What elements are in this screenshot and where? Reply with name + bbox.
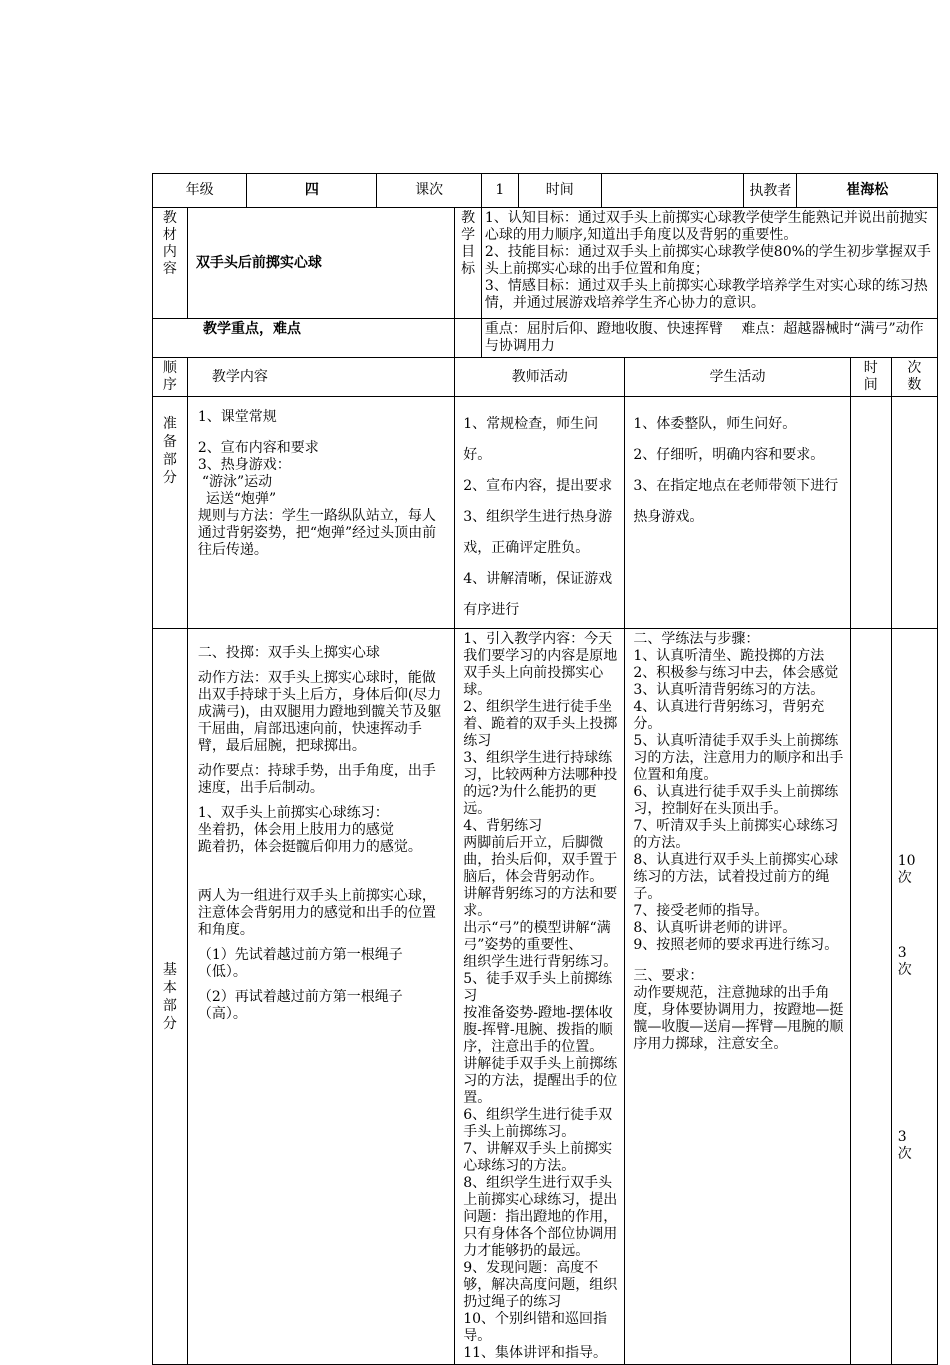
keypoints-value: 重点：屈肘后仰、蹬地收腹、快速挥臂 难点：超越器械时“满弓”动作与协调用力 bbox=[481, 319, 937, 358]
basic-count-1: 10次 bbox=[897, 853, 916, 886]
basic-content-drill-a: 坐着扔，体会用上肢用力的感觉 bbox=[197, 822, 394, 838]
prep-teacher bbox=[455, 397, 625, 629]
prep-label bbox=[153, 397, 188, 629]
basic-time bbox=[850, 629, 891, 1365]
prep-student bbox=[625, 397, 850, 629]
keypoints-spacer bbox=[455, 319, 482, 358]
basic-teacher-15: 9、发现问题：高度不够，解决高度问题，组织扔过绳子的练习 bbox=[463, 1260, 618, 1310]
basic-content-pair: 两人为一组进行双手头上前掷实心球，注意体会背躬用力的感觉和出手的位置和角度。 bbox=[197, 888, 436, 938]
prep-content-3: 3、热身游戏： bbox=[197, 457, 291, 473]
basic-teacher-7: 出示“弓”的模型讲解“满弓”姿势的重要性、 bbox=[463, 920, 611, 953]
material-value: 双手头后前掷实心球 bbox=[187, 208, 454, 319]
lesson-plan-table bbox=[152, 173, 938, 1365]
basic-teacher-16: 10、个别纠错和巡回指导。 bbox=[463, 1311, 608, 1344]
prep-student-3: 3、在指定地点在老师带领下进行热身游戏。 bbox=[633, 478, 839, 525]
goals-cell bbox=[481, 208, 937, 319]
prep-student-2: 2、仔细听，明确内容和要求。 bbox=[633, 447, 825, 463]
basic-student-requirements-title: 三、要求： bbox=[633, 968, 704, 984]
basic-content-drill-title: 1、双手头上前掷实心球练习： bbox=[197, 805, 389, 821]
basic-count-3: 3次 bbox=[897, 1129, 912, 1162]
prep-teacher-3: 3、组织学生进行热身游戏，正确评定胜负。 bbox=[463, 509, 613, 556]
prep-teacher-1: 1、常规检查，师生问好。 bbox=[463, 416, 599, 463]
basic-content-method: 动作方法：双手头上掷实心球时，能做出双手持球于头上后方，身体后仰(尽力成满弓)，由双腿用力蹬地到髋关节及躯干屈曲，肩部迅速向前，快速挥动手臂，最后屈腕，把球掷出。 bbox=[197, 670, 442, 754]
goal-label bbox=[455, 208, 482, 319]
prep-content-2: 2、宣布内容和要求 bbox=[197, 440, 319, 456]
prep-count bbox=[891, 397, 937, 629]
col-order bbox=[153, 358, 188, 397]
basic-content-title: 二、投掷：双手头上掷实心球 bbox=[197, 645, 380, 661]
basic-content-key: 动作要点：持球手势，出手角度，出手速度，出手后制动。 bbox=[197, 763, 436, 796]
basic-teacher-13: 7、讲解双手头上前掷实心球练习的方法。 bbox=[463, 1141, 613, 1174]
goal-3: 3、情感目标：通过双手头上前掷实心球教学培养学生对实心球的练习热情，并通过展游戏培养学生齐心协力的意识。 bbox=[484, 278, 928, 311]
prep-label-text: 准备部分 bbox=[162, 416, 177, 486]
col-time-text: 时间 bbox=[863, 360, 878, 393]
basic-content-step1: （1）先试着越过前方第一根绳子（低）。 bbox=[197, 947, 403, 980]
basic-teacher bbox=[455, 629, 625, 1365]
prep-student-1: 1、体委整队，师生问好。 bbox=[633, 416, 797, 432]
prep-content-6: 规则与方法：学生一路纵队站立，每人通过背躬姿势，把“炮弹”经过头顶由前往后传递。 bbox=[197, 508, 437, 558]
basic-student-3: 2、积极参与练习中去，体会感觉 bbox=[633, 665, 839, 681]
prep-time bbox=[850, 397, 891, 629]
basic-teacher-10: 按准备姿势-蹬地-摆体收腹-挥臂-甩腕、拨指的顺序，注意出手的位置。 bbox=[463, 1005, 613, 1055]
lesson-no-value: 1 bbox=[481, 174, 518, 208]
prep-content-1: 1、课堂常规 bbox=[197, 409, 277, 425]
basic-student-11: 8、认真听讲老师的讲评。 bbox=[633, 920, 797, 936]
basic-teacher-2: 2、组织学生进行徒手坐着、跪着的双手头上投掷练习 bbox=[463, 699, 618, 749]
basic-student-7: 6、认真进行徒手双手头上前掷练习，控制好在头顶出手。 bbox=[633, 784, 839, 817]
teacher-label bbox=[744, 174, 797, 208]
col-time bbox=[850, 358, 891, 397]
basic-student-6: 5、认真听清徒手双手头上前掷练习的方法，注意用力的顺序和出手位置和角度。 bbox=[633, 733, 844, 783]
col-student: 学生活动 bbox=[625, 358, 850, 397]
goal-1: 1、认知目标：通过双手头上前掷实心球教学使学生能熟记并说出前抛实心球的用力顺序,知道出手角度以及背躬的重要性。 bbox=[484, 210, 928, 243]
basic-content bbox=[187, 629, 454, 1365]
teacher-value: 崔海松 bbox=[797, 174, 938, 208]
goal-label-text: 教学目标 bbox=[461, 210, 476, 277]
basic-count bbox=[891, 629, 937, 1365]
grade-label: 年级 bbox=[153, 174, 247, 208]
basic-count-2: 3次 bbox=[897, 945, 912, 978]
material-label bbox=[153, 208, 188, 319]
basic-teacher-17: 11、集体讲评和指导。 bbox=[463, 1345, 608, 1361]
basic-teacher-11: 讲解徒手双手头上前掷练习的方法，提醒出手的位置。 bbox=[463, 1056, 618, 1106]
col-count-text: 次数 bbox=[907, 360, 922, 393]
basic-teacher-5: 两脚前后开立，后脚微曲，抬头后仰，双手置于脑后，体会背躬动作。 bbox=[463, 835, 618, 885]
col-teacher: 教师活动 bbox=[455, 358, 625, 397]
basic-content-drill-b: 跪着扔，体会挺髋后仰用力的感觉。 bbox=[197, 839, 422, 855]
goal-2: 2、技能目标：通过双手头上前掷实心球教学使80%的学生初步掌握双手头上前掷实心球的出手位置和角度； bbox=[484, 244, 931, 277]
basic-label bbox=[153, 629, 188, 1365]
basic-student bbox=[625, 629, 850, 1365]
col-content: 教学内容 bbox=[187, 358, 454, 397]
time-value bbox=[601, 174, 743, 208]
basic-teacher-9: 5、徒手双手头上前掷练习 bbox=[463, 971, 613, 1004]
basic-student-10: 7、接受老师的指导。 bbox=[633, 903, 769, 919]
basic-teacher-1: 1、引入教学内容：今天我们要学习的内容是原地双手头上向前投掷实心球。 bbox=[463, 631, 618, 698]
basic-teacher-6: 讲解背躬练习的方法和要求。 bbox=[463, 886, 618, 919]
basic-student-8: 7、听清双手头上前掷实心球练习的方法。 bbox=[633, 818, 839, 851]
prep-teacher-4: 4、讲解清晰，保证游戏有序进行 bbox=[463, 571, 613, 618]
basic-student-1: 二、学练法与步骤： bbox=[633, 631, 760, 647]
basic-label-text: 基本部分 bbox=[162, 961, 177, 1032]
time-label: 时间 bbox=[518, 174, 601, 208]
prep-content-5: 运送“炮弹” bbox=[205, 491, 277, 507]
basic-teacher-4: 4、背躬练习 bbox=[463, 818, 543, 834]
basic-student-4: 3、认真听清背躬练习的方法。 bbox=[633, 682, 825, 698]
teacher-label-text: 执教者 bbox=[749, 182, 792, 199]
basic-teacher-3: 3、组织学生进行持球练习，比较两种方法哪种投的远?为什么能扔的更远。 bbox=[463, 750, 618, 817]
basic-teacher-8: 组织学生进行背躬练习。 bbox=[463, 954, 618, 970]
col-order-text: 顺序 bbox=[162, 360, 177, 393]
basic-teacher-12: 6、组织学生进行徒手双手头上前掷练习。 bbox=[463, 1107, 613, 1140]
col-count bbox=[891, 358, 937, 397]
material-label-text: 教材内容 bbox=[162, 210, 177, 277]
grade-value: 四 bbox=[247, 174, 377, 208]
prep-teacher-2: 2、宣布内容，提出要求 bbox=[463, 478, 613, 494]
prep-content bbox=[187, 397, 454, 629]
basic-teacher-14: 8、组织学生进行双手头上前掷实心球练习，提出问题：指出蹬地的作用，只有身体各个部位协调用力才能够扔的最远。 bbox=[463, 1175, 618, 1259]
basic-student-9: 8、认真进行双手头上前掷实心球练习的方法，试着投过前方的绳子。 bbox=[633, 852, 839, 902]
basic-student-5: 4、认真进行背躬练习，背躬充分。 bbox=[633, 699, 825, 732]
basic-content-step2: （2）再试着越过前方第一根绳子（高）。 bbox=[197, 989, 403, 1022]
basic-student-2: 1、认真听清坐、跪投掷的方法 bbox=[633, 648, 825, 664]
prep-content-4: “游泳”运动 bbox=[201, 474, 273, 490]
basic-student-requirements: 动作要规范，注意抛球的出手角度，身体要协调用力，按蹬地—挺髋—收腹—送肩—挥臂—甩腕的顺序用力掷球，注意安全。 bbox=[633, 985, 844, 1052]
keypoints-label: 教学重点，难点 bbox=[153, 319, 455, 358]
basic-student-12: 9、按照老师的要求再进行练习。 bbox=[633, 937, 839, 953]
lesson-no-label: 课次 bbox=[377, 174, 482, 208]
